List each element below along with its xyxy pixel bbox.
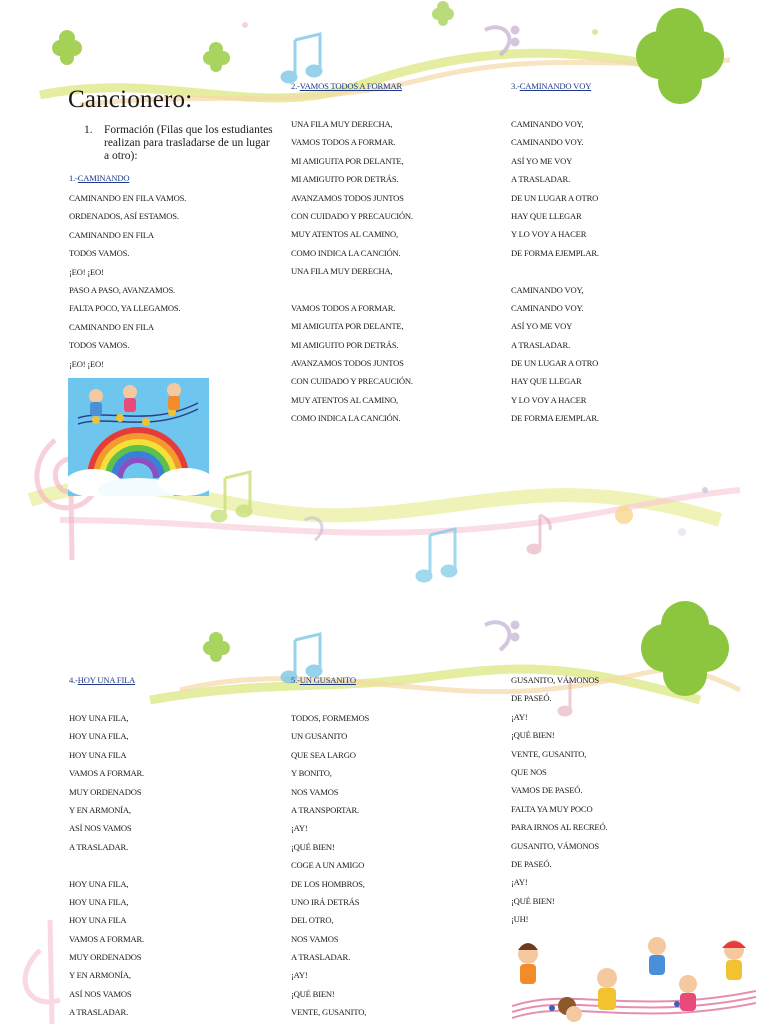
- intro-text: Formación (Filas que los estudiantes realizan para trasladarse de un lugar a otro):: [104, 124, 273, 162]
- lyric-line: CON CUIDADO Y PRECAUCIÓN.: [291, 376, 413, 387]
- lyric-line: ¡QUÉ BIEN!: [511, 730, 555, 741]
- lyric-line: MI AMIGUITO POR DETRÁS.: [291, 174, 399, 185]
- bass-clef-icon: [485, 622, 518, 650]
- lyric-line: ASÍ YO ME VOY: [511, 321, 573, 332]
- lyric-line: MUY ATENTOS AL CAMINO,: [291, 394, 399, 405]
- song-heading-text: CAMINANDO: [77, 173, 130, 183]
- lyric-line: NOS VAMOS: [291, 933, 339, 944]
- song-lyrics-1: [69, 189, 186, 373]
- lyric-line: CON CUIDADO Y PRECAUCIÓN.: [291, 210, 413, 221]
- lyric-line: A TRASLADAR.: [291, 952, 351, 963]
- lyric-line: CAMINANDO VOY,: [511, 284, 584, 295]
- song-heading-2: [291, 81, 402, 91]
- intro-number: 1.: [84, 124, 93, 136]
- lyric-line: CAMINANDO EN FILA: [69, 229, 154, 240]
- lyric-line: MUY ATENTOS AL CAMINO,: [291, 229, 399, 240]
- song-lyrics-5: [291, 709, 369, 1022]
- music-note-icon: [417, 529, 456, 581]
- page-title: Cancionero:: [68, 86, 193, 113]
- lyric-line: QUE NOS: [511, 766, 547, 777]
- song-heading-1: [69, 173, 129, 183]
- lyric-line: VENTE, GUSANITO,: [511, 748, 587, 759]
- lyric-line: GUSANITO, VÁMONOS: [511, 840, 599, 851]
- lyric-line: [511, 262, 599, 280]
- clover-icon: [636, 8, 724, 104]
- lyric-line: GUSANITO, VÁMONOS: [511, 675, 599, 685]
- lyric-line: CAMINANDO VOY.: [511, 302, 584, 313]
- lyric-line: COMO INDICA LA CANCIÓN.: [291, 247, 401, 258]
- lyric-line: DE FORMA EJEMPLAR.: [511, 413, 599, 424]
- lyric-line: DE FORMA EJEMPLAR.: [511, 247, 599, 258]
- lyric-line: VAMOS A FORMAR.: [69, 768, 144, 779]
- lyric-line: ASÍ NOS VAMOS: [69, 988, 132, 999]
- lyric-line: DE UN LUGAR A OTRO: [511, 192, 599, 203]
- lyric-line: A TRASLADAR.: [511, 339, 571, 350]
- lyric-line: VAMOS DE PASEÓ.: [511, 785, 583, 796]
- lyric-line: DEL OTRO,: [291, 915, 334, 926]
- lyric-line: COMO INDICA LA CANCIÓN.: [291, 413, 401, 424]
- lyric-line: ASÍ YO ME VOY: [511, 155, 573, 166]
- lyric-line: A TRANSPORTAR.: [291, 804, 359, 815]
- song-heading-prefix: 3.-: [511, 81, 520, 91]
- lyric-line: HOY UNA FILA: [69, 915, 127, 926]
- lyric-line: ¡EO! ¡EO!: [69, 266, 104, 277]
- lyric-line: MI AMIGUITA POR DELANTE,: [291, 155, 404, 166]
- lyric-line: PARA IRNOS AL RECREÓ.: [511, 822, 608, 833]
- lyric-line: A TRASLADAR.: [69, 841, 129, 852]
- song-lyrics-2: [291, 115, 413, 428]
- song-lyrics-4: [69, 709, 144, 1022]
- song-heading-prefix: 5.-: [291, 675, 300, 685]
- lyric-line: VAMOS A FORMAR.: [69, 933, 144, 944]
- song-lyrics-3: [511, 115, 599, 428]
- lyric-line: AVANZAMOS TODOS JUNTOS: [291, 358, 404, 369]
- lyric-line: [69, 856, 144, 874]
- lyric-line: ¡AY!: [291, 970, 308, 981]
- lyric-line: HOY UNA FILA,: [69, 731, 129, 742]
- song-heading-prefix: 1.-: [69, 173, 78, 183]
- lyric-line: DE PASEÓ.: [511, 858, 552, 869]
- lyric-line: CAMINANDO EN FILA VAMOS.: [69, 193, 187, 203]
- lyric-line: HOY UNA FILA,: [69, 713, 129, 723]
- lyric-line: HAY QUE LLEGAR: [511, 210, 582, 221]
- lyric-line: ¡AY!: [511, 711, 528, 722]
- lyric-line: TODOS VAMOS.: [69, 248, 130, 259]
- lyric-line: ¡AY!: [291, 823, 308, 834]
- lyric-line: ¡QUÉ BIEN!: [291, 841, 335, 852]
- lyric-line: COGE A UN AMIGO: [291, 860, 365, 871]
- lyric-line: Y EN ARMONÍA,: [69, 970, 131, 981]
- lyric-line: PASO A PASO, AVANZAMOS.: [69, 284, 175, 295]
- lyric-line: MUY ORDENADOS: [69, 786, 142, 797]
- song-heading-prefix: 4.-: [69, 675, 78, 685]
- lyric-line: ¡QUÉ BIEN!: [291, 988, 335, 999]
- intro-item: [84, 124, 274, 163]
- lyric-line: [291, 281, 413, 299]
- lyric-line: HOY UNA FILA,: [69, 896, 129, 907]
- lyric-line: VAMOS TODOS A FORMAR.: [291, 137, 396, 148]
- song-heading-prefix: 2.-: [291, 81, 300, 91]
- lyric-line: A TRASLADAR.: [511, 174, 571, 185]
- lyric-line: CAMINANDO EN FILA: [69, 321, 154, 332]
- lyric-line: HOY UNA FILA,: [69, 878, 129, 889]
- lyric-line: UNA FILA MUY DERECHA,: [291, 119, 393, 129]
- lyric-line: CAMINANDO VOY,: [511, 119, 584, 129]
- lyric-line: ¡UH!: [511, 914, 529, 925]
- clover-icon: [432, 1, 454, 26]
- clover-icon: [203, 42, 230, 72]
- song-heading-text: HOY UNA FILA: [77, 675, 136, 685]
- lyric-line: Y LO VOY A HACER: [511, 394, 587, 405]
- song-heading-5: [291, 675, 356, 685]
- song-heading-3: [511, 81, 591, 91]
- clover-icon: [52, 30, 82, 65]
- lyric-line: ORDENADOS, ASÍ ESTAMOS.: [69, 211, 179, 222]
- lyric-line: DE PASEÓ.: [511, 693, 552, 704]
- lyric-line: MUY ORDENADOS: [69, 952, 142, 963]
- children-music-image: [512, 936, 756, 1024]
- lyric-line: ASÍ NOS VAMOS: [69, 823, 132, 834]
- song-heading-text: UN GUSANITO: [299, 675, 356, 685]
- song-heading-4: [69, 675, 135, 685]
- clover-icon: [203, 632, 230, 662]
- lyric-line: AVANZAMOS TODOS JUNTOS: [291, 192, 404, 203]
- lyric-line: Y BONITO,: [291, 768, 332, 779]
- lyric-line: TODOS VAMOS.: [69, 340, 130, 351]
- lyric-line: VENTE, GUSANITO,: [291, 1007, 367, 1018]
- lyric-line: HAY QUE LLEGAR: [511, 376, 582, 387]
- song-heading-text: CAMINANDO VOY: [519, 81, 592, 91]
- music-note-icon: [282, 34, 321, 82]
- lyric-line: QUE SEA LARGO: [291, 749, 356, 760]
- lyric-line: MI AMIGUITO POR DETRÁS.: [291, 339, 399, 350]
- lyric-line: ¡EO! ¡EO!: [69, 358, 104, 369]
- lyric-line: MI AMIGUITA POR DELANTE,: [291, 321, 404, 332]
- treble-clef-icon: [25, 920, 60, 1024]
- lyric-line: TODOS, FORMEMOS: [291, 713, 370, 723]
- lyric-line: A TRASLADAR.: [69, 1007, 129, 1018]
- lyric-line: ¡QUÉ BIEN!: [511, 895, 555, 906]
- lyric-line: Y EN ARMONÍA,: [69, 804, 131, 815]
- lyric-line: UN GUSANITO: [291, 731, 348, 742]
- song-lyrics-5-continued: [511, 671, 607, 928]
- song-heading-text: VAMOS TODOS A FORMAR: [299, 81, 402, 91]
- lyric-line: Y LO VOY A HACER: [511, 229, 587, 240]
- lyric-line: UNO IRÁ DETRÁS: [291, 896, 360, 907]
- lyric-line: VAMOS TODOS A FORMAR.: [291, 302, 396, 313]
- lyric-line: FALTA YA MUY POCO: [511, 803, 593, 814]
- lyric-line: HOY UNA FILA: [69, 749, 127, 760]
- lyric-line: CAMINANDO VOY.: [511, 137, 584, 148]
- lyric-line: UNA FILA MUY DERECHA,: [291, 266, 393, 277]
- lyric-line: NOS VAMOS: [291, 786, 339, 797]
- lyric-line: ¡AY!: [511, 877, 528, 888]
- lyric-line: FALTA POCO, YA LLEGAMOS.: [69, 303, 181, 314]
- lyric-line: DE LOS HOMBROS,: [291, 878, 365, 889]
- lyric-line: DE UN LUGAR A OTRO: [511, 358, 599, 369]
- rainbow-image: [68, 378, 209, 496]
